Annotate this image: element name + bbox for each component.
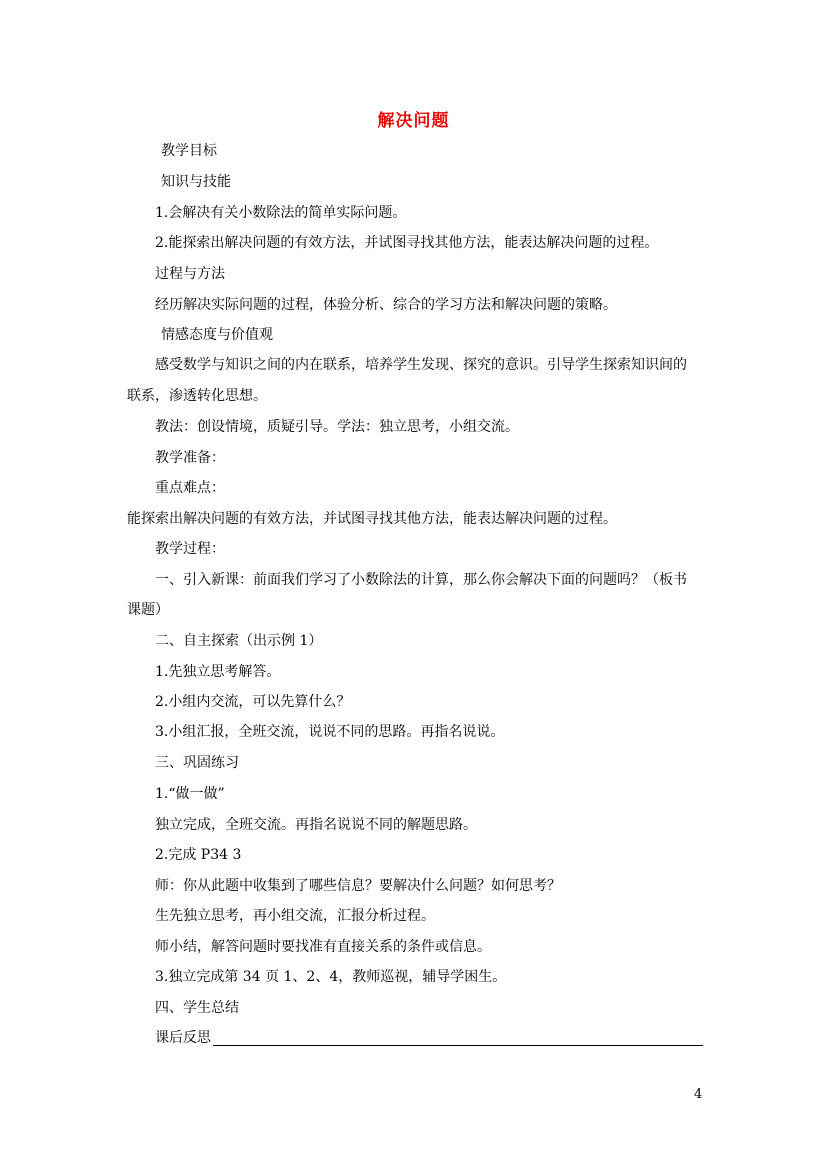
page-number: 4 xyxy=(694,1087,703,1102)
teacher-summary: 师小结，解答问题时要找准有直接关系的条件或信息。 xyxy=(155,939,491,955)
section-2-heading: 二、自主探索（出示例 1） xyxy=(155,633,323,649)
emotion-values-text-line-2: 联系，渗透转化思想。 xyxy=(127,388,267,404)
section-4-heading: 四、学生总结 xyxy=(155,1000,239,1016)
key-points-text: 能探索出解决问题的有效方法，并试图寻找其他方法，能表达解决问题的过程。 xyxy=(127,511,617,527)
section-2-item-1: 1.先独立思考解答。 xyxy=(155,664,281,680)
reflection-label: 课后反思 xyxy=(155,1030,211,1046)
teaching-preparation: 教学准备： xyxy=(155,450,225,466)
teaching-process-heading: 教学过程： xyxy=(155,541,225,557)
process-method-text: 经历解决实际问题的过程，体验分析、综合的学习方法和解决问题的策略。 xyxy=(155,297,617,313)
section-2-item-2: 2.小组内交流，可以先算什么？ xyxy=(155,694,351,710)
student-activity: 生先独立思考，再小组交流，汇报分析过程。 xyxy=(155,908,435,924)
section-2-item-3: 3.小组汇报，全班交流，说说不同的思路。再指名说说。 xyxy=(155,724,505,740)
emotion-values-text-line-1: 感受数学与知识之间的内在联系，培养学生发现、探究的意识。引导学生探索知识间的 xyxy=(155,357,687,373)
section-3-item-2: 2.完成 P34 3 xyxy=(155,847,242,863)
section-1-line-1: 一、引入新课：前面我们学习了小数除法的计算，那么你会解决下面的问题吗？（板书 xyxy=(155,572,687,588)
goal-item-2: 2.能探索出解决问题的有效方法，并试图寻找其他方法，能表达解决问题的过程。 xyxy=(155,235,659,251)
goal-item-1: 1.会解决有关小数除法的简单实际问题。 xyxy=(155,205,407,221)
document-title: 解决问题 xyxy=(377,111,450,131)
subheading-knowledge-skills: 知识与技能 xyxy=(161,174,231,190)
reflection-underline xyxy=(213,1045,703,1046)
key-points-heading: 重点难点： xyxy=(155,480,225,496)
subheading-process-method: 过程与方法 xyxy=(155,266,225,282)
teaching-method-text: 教法：创设情境，质疑引导。学法：独立思考，小组交流。 xyxy=(155,419,519,435)
section-3-item-3: 3.独立完成第 34 页 1、2、4，教师巡视，辅导学困生。 xyxy=(155,969,507,985)
teacher-question: 师：你从此题中收集到了哪些信息？要解决什么问题？如何思考？ xyxy=(155,878,561,894)
section-1-line-2: 课题） xyxy=(127,602,169,618)
heading-teaching-goals: 教学目标 xyxy=(161,143,217,159)
section-3-item-1-text: 独立完成，全班交流。再指名说说不同的解题思路。 xyxy=(155,817,477,833)
section-3-heading: 三、巩固练习 xyxy=(155,755,239,771)
section-3-item-1: 1.“做一做” xyxy=(155,786,225,802)
subheading-emotion-values: 情感态度与价值观 xyxy=(161,327,273,343)
